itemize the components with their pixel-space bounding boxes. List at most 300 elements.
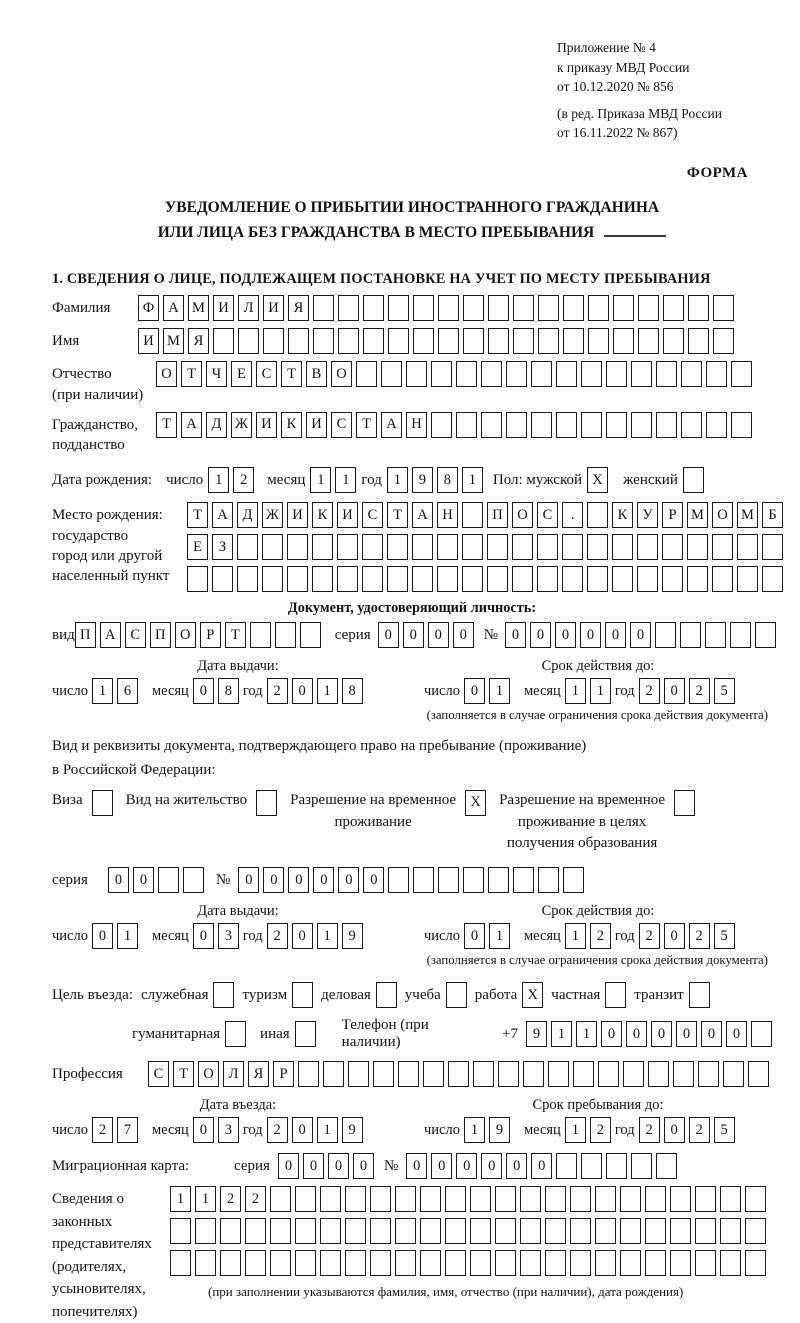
form-cell[interactable] [512, 534, 533, 560]
form-cell[interactable] [748, 1061, 769, 1087]
form-cell[interactable] [745, 1218, 766, 1244]
form-cell[interactable]: А [412, 502, 433, 528]
form-cell[interactable]: 1 [195, 1186, 216, 1212]
form-cell[interactable] [456, 412, 477, 438]
form-cell[interactable] [323, 1061, 344, 1087]
form-cell[interactable] [295, 1218, 316, 1244]
form-cell[interactable] [423, 1061, 444, 1087]
form-cell[interactable]: 0 [530, 622, 551, 648]
form-cell[interactable] [388, 328, 409, 354]
form-cell[interactable] [195, 1250, 216, 1276]
form-cell[interactable]: 9 [412, 467, 433, 493]
form-cell[interactable] [373, 1061, 394, 1087]
form-cell[interactable] [183, 867, 204, 893]
form-cell[interactable]: Ч [206, 361, 227, 387]
form-cell[interactable] [292, 982, 313, 1008]
form-cell[interactable]: И [256, 412, 277, 438]
form-cell[interactable] [363, 295, 384, 321]
form-cell[interactable] [656, 412, 677, 438]
form-cell[interactable] [570, 1186, 591, 1212]
form-cell[interactable] [395, 1218, 416, 1244]
form-cell[interactable]: 0 [292, 1117, 313, 1143]
form-cell[interactable] [438, 295, 459, 321]
form-cell[interactable]: 1 [565, 678, 586, 704]
form-cell[interactable]: О [175, 622, 196, 648]
form-cell[interactable]: 2 [689, 1117, 710, 1143]
form-cell[interactable]: Е [231, 361, 252, 387]
form-cell[interactable] [623, 1061, 644, 1087]
form-cell[interactable] [513, 295, 534, 321]
form-cell[interactable]: 0 [288, 867, 309, 893]
form-cell[interactable] [673, 1061, 694, 1087]
form-cell[interactable] [512, 566, 533, 592]
form-cell[interactable]: Е [187, 534, 208, 560]
form-cell[interactable]: 0 [464, 678, 485, 704]
form-cell[interactable]: 2 [590, 923, 611, 949]
form-cell[interactable]: 1 [565, 923, 586, 949]
form-cell[interactable] [495, 1218, 516, 1244]
form-cell[interactable]: 0 [701, 1021, 722, 1047]
form-cell[interactable] [737, 534, 758, 560]
form-cell[interactable]: О [712, 502, 733, 528]
form-cell[interactable]: Н [406, 412, 427, 438]
form-cell[interactable] [731, 361, 752, 387]
form-cell[interactable]: И [213, 295, 234, 321]
form-cell[interactable] [663, 295, 684, 321]
form-cell[interactable]: 0 [133, 867, 154, 893]
form-cell[interactable] [506, 412, 527, 438]
form-cell[interactable]: П [75, 622, 96, 648]
form-cell[interactable]: 1 [317, 1117, 338, 1143]
form-cell[interactable]: А [163, 295, 184, 321]
form-cell[interactable] [395, 1250, 416, 1276]
form-cell[interactable] [656, 1153, 677, 1179]
form-cell[interactable] [431, 412, 452, 438]
form-cell[interactable] [531, 412, 552, 438]
form-cell[interactable] [698, 1061, 719, 1087]
form-cell[interactable]: Я [188, 328, 209, 354]
form-cell[interactable] [606, 1153, 627, 1179]
form-cell[interactable] [523, 1061, 544, 1087]
form-cell[interactable] [313, 295, 334, 321]
form-cell[interactable] [298, 1061, 319, 1087]
form-cell[interactable] [538, 295, 559, 321]
form-cell[interactable] [706, 361, 727, 387]
form-cell[interactable]: 0 [193, 678, 214, 704]
form-cell[interactable] [495, 1250, 516, 1276]
form-cell[interactable]: 1 [565, 1117, 586, 1143]
form-cell[interactable] [688, 328, 709, 354]
form-cell[interactable]: 9 [489, 1117, 510, 1143]
form-cell[interactable] [745, 1250, 766, 1276]
form-cell[interactable] [655, 622, 676, 648]
form-cell[interactable] [456, 361, 477, 387]
form-cell[interactable] [406, 361, 427, 387]
form-cell[interactable] [645, 1186, 666, 1212]
form-cell[interactable] [545, 1250, 566, 1276]
form-cell[interactable]: 0 [431, 1153, 452, 1179]
form-cell[interactable] [337, 534, 358, 560]
form-cell[interactable]: 2 [590, 1117, 611, 1143]
form-cell[interactable] [670, 1186, 691, 1212]
form-cell[interactable] [295, 1250, 316, 1276]
form-cell[interactable] [295, 1021, 316, 1047]
form-cell[interactable]: 5 [714, 678, 735, 704]
form-cell[interactable] [300, 622, 321, 648]
form-cell[interactable] [462, 534, 483, 560]
form-cell[interactable]: 1 [117, 923, 138, 949]
form-cell[interactable]: 0 [292, 923, 313, 949]
form-cell[interactable]: П [150, 622, 171, 648]
form-cell[interactable] [170, 1250, 191, 1276]
form-cell[interactable] [220, 1218, 241, 1244]
form-cell[interactable]: 0 [238, 867, 259, 893]
form-cell[interactable] [420, 1250, 441, 1276]
form-cell[interactable] [545, 1218, 566, 1244]
form-cell[interactable]: Т [156, 412, 177, 438]
form-cell[interactable] [762, 566, 783, 592]
form-cell[interactable] [605, 982, 626, 1008]
form-cell[interactable] [581, 361, 602, 387]
form-cell[interactable] [695, 1186, 716, 1212]
form-cell[interactable] [170, 1218, 191, 1244]
form-cell[interactable] [520, 1250, 541, 1276]
form-cell[interactable]: 0 [263, 867, 284, 893]
form-cell[interactable]: Р [200, 622, 221, 648]
form-cell[interactable]: 1 [317, 678, 338, 704]
form-cell[interactable]: X [522, 982, 543, 1008]
form-cell[interactable]: М [687, 502, 708, 528]
form-cell[interactable] [445, 1250, 466, 1276]
form-cell[interactable] [587, 566, 608, 592]
form-cell[interactable]: 0 [403, 622, 424, 648]
form-cell[interactable]: 1 [462, 467, 483, 493]
form-cell[interactable]: И [306, 412, 327, 438]
form-cell[interactable] [473, 1061, 494, 1087]
form-cell[interactable] [562, 534, 583, 560]
form-cell[interactable]: 0 [338, 867, 359, 893]
form-cell[interactable]: И [337, 502, 358, 528]
form-cell[interactable] [363, 328, 384, 354]
form-cell[interactable]: 8 [437, 467, 458, 493]
form-cell[interactable]: X [587, 467, 608, 493]
form-cell[interactable] [520, 1218, 541, 1244]
form-cell[interactable]: С [331, 412, 352, 438]
form-cell[interactable] [720, 1186, 741, 1212]
form-cell[interactable]: О [331, 361, 352, 387]
form-cell[interactable] [370, 1186, 391, 1212]
form-cell[interactable] [638, 328, 659, 354]
form-cell[interactable] [573, 1061, 594, 1087]
form-cell[interactable] [663, 328, 684, 354]
form-cell[interactable] [463, 328, 484, 354]
form-cell[interactable]: И [138, 328, 159, 354]
form-cell[interactable]: 0 [363, 867, 384, 893]
form-cell[interactable] [562, 566, 583, 592]
form-cell[interactable] [420, 1218, 441, 1244]
form-cell[interactable] [581, 1153, 602, 1179]
form-cell[interactable] [713, 328, 734, 354]
form-cell[interactable] [237, 534, 258, 560]
form-cell[interactable] [488, 867, 509, 893]
form-cell[interactable] [431, 361, 452, 387]
form-cell[interactable] [506, 361, 527, 387]
form-cell[interactable] [195, 1218, 216, 1244]
form-cell[interactable]: М [188, 295, 209, 321]
form-cell[interactable]: 0 [531, 1153, 552, 1179]
form-cell[interactable]: С [125, 622, 146, 648]
form-cell[interactable]: О [512, 502, 533, 528]
form-cell[interactable] [683, 467, 704, 493]
form-cell[interactable] [488, 328, 509, 354]
form-cell[interactable] [288, 328, 309, 354]
form-cell[interactable]: 2 [689, 923, 710, 949]
form-cell[interactable] [275, 622, 296, 648]
form-cell[interactable]: 9 [342, 1117, 363, 1143]
form-cell[interactable] [645, 1218, 666, 1244]
form-cell[interactable]: С [256, 361, 277, 387]
form-cell[interactable] [263, 328, 284, 354]
form-cell[interactable]: 0 [664, 1117, 685, 1143]
form-cell[interactable]: 1 [310, 467, 331, 493]
form-cell[interactable] [220, 1250, 241, 1276]
form-cell[interactable] [338, 328, 359, 354]
form-cell[interactable] [470, 1250, 491, 1276]
form-cell[interactable]: 1 [551, 1021, 572, 1047]
form-cell[interactable]: К [612, 502, 633, 528]
form-cell[interactable] [556, 412, 577, 438]
form-cell[interactable]: 0 [626, 1021, 647, 1047]
form-cell[interactable]: Ж [262, 502, 283, 528]
form-cell[interactable] [755, 622, 776, 648]
form-cell[interactable] [513, 328, 534, 354]
form-cell[interactable] [320, 1250, 341, 1276]
form-cell[interactable] [620, 1186, 641, 1212]
form-cell[interactable]: 0 [453, 622, 474, 648]
form-cell[interactable] [338, 295, 359, 321]
form-cell[interactable] [158, 867, 179, 893]
form-cell[interactable]: Т [187, 502, 208, 528]
form-cell[interactable]: 0 [193, 1117, 214, 1143]
form-cell[interactable] [537, 566, 558, 592]
form-cell[interactable]: И [287, 502, 308, 528]
form-cell[interactable]: И [263, 295, 284, 321]
form-cell[interactable] [413, 328, 434, 354]
form-cell[interactable] [238, 328, 259, 354]
form-cell[interactable]: Д [206, 412, 227, 438]
form-cell[interactable]: 0 [605, 622, 626, 648]
form-cell[interactable] [680, 622, 701, 648]
form-cell[interactable] [645, 1250, 666, 1276]
form-cell[interactable] [270, 1186, 291, 1212]
form-cell[interactable]: 2 [220, 1186, 241, 1212]
form-cell[interactable] [638, 295, 659, 321]
form-cell[interactable] [345, 1218, 366, 1244]
form-cell[interactable] [612, 566, 633, 592]
form-cell[interactable] [545, 1186, 566, 1212]
form-cell[interactable]: Д [237, 502, 258, 528]
form-cell[interactable]: 2 [639, 678, 660, 704]
form-cell[interactable] [420, 1186, 441, 1212]
form-cell[interactable] [487, 534, 508, 560]
form-cell[interactable]: 9 [342, 923, 363, 949]
form-cell[interactable] [606, 412, 627, 438]
form-cell[interactable]: 1 [489, 678, 510, 704]
form-cell[interactable] [412, 566, 433, 592]
form-cell[interactable] [751, 1021, 772, 1047]
form-cell[interactable]: X [465, 790, 486, 816]
form-cell[interactable] [437, 534, 458, 560]
form-cell[interactable] [213, 328, 234, 354]
form-cell[interactable]: О [156, 361, 177, 387]
form-cell[interactable] [595, 1250, 616, 1276]
form-cell[interactable]: 0 [406, 1153, 427, 1179]
form-cell[interactable]: 2 [267, 923, 288, 949]
form-cell[interactable]: 1 [489, 923, 510, 949]
form-cell[interactable]: 2 [233, 467, 254, 493]
form-cell[interactable]: 2 [245, 1186, 266, 1212]
form-cell[interactable] [662, 566, 683, 592]
form-cell[interactable] [587, 534, 608, 560]
form-cell[interactable]: 0 [505, 622, 526, 648]
form-cell[interactable]: З [212, 534, 233, 560]
form-cell[interactable]: 8 [218, 678, 239, 704]
form-cell[interactable] [187, 566, 208, 592]
form-cell[interactable]: К [312, 502, 333, 528]
form-cell[interactable] [337, 566, 358, 592]
form-cell[interactable] [225, 1021, 246, 1047]
form-cell[interactable]: 0 [664, 923, 685, 949]
form-cell[interactable] [370, 1218, 391, 1244]
form-cell[interactable] [613, 295, 634, 321]
form-cell[interactable] [570, 1250, 591, 1276]
form-cell[interactable] [737, 566, 758, 592]
form-cell[interactable] [595, 1186, 616, 1212]
form-cell[interactable] [705, 622, 726, 648]
form-cell[interactable]: 1 [170, 1186, 191, 1212]
form-cell[interactable] [712, 566, 733, 592]
form-cell[interactable] [245, 1218, 266, 1244]
form-cell[interactable] [270, 1250, 291, 1276]
form-cell[interactable] [695, 1218, 716, 1244]
form-cell[interactable] [689, 982, 710, 1008]
form-cell[interactable]: А [381, 412, 402, 438]
form-cell[interactable] [287, 534, 308, 560]
form-cell[interactable]: 0 [292, 678, 313, 704]
form-cell[interactable] [730, 622, 751, 648]
form-cell[interactable] [598, 1061, 619, 1087]
form-cell[interactable] [387, 534, 408, 560]
form-cell[interactable]: 0 [664, 678, 685, 704]
form-cell[interactable] [362, 566, 383, 592]
form-cell[interactable] [295, 1186, 316, 1212]
form-cell[interactable] [262, 566, 283, 592]
form-cell[interactable] [637, 534, 658, 560]
form-cell[interactable]: 1 [317, 923, 338, 949]
form-cell[interactable] [695, 1250, 716, 1276]
form-cell[interactable] [723, 1061, 744, 1087]
form-cell[interactable]: А [212, 502, 233, 528]
form-cell[interactable] [681, 412, 702, 438]
form-cell[interactable]: 0 [278, 1153, 299, 1179]
form-cell[interactable] [513, 867, 534, 893]
form-cell[interactable]: 0 [580, 622, 601, 648]
form-cell[interactable] [537, 534, 558, 560]
form-cell[interactable]: 0 [328, 1153, 349, 1179]
form-cell[interactable] [481, 412, 502, 438]
form-cell[interactable]: 1 [387, 467, 408, 493]
form-cell[interactable] [438, 867, 459, 893]
form-cell[interactable]: 0 [108, 867, 129, 893]
form-cell[interactable]: 1 [208, 467, 229, 493]
form-cell[interactable]: Т [181, 361, 202, 387]
form-cell[interactable]: 2 [267, 678, 288, 704]
form-cell[interactable]: 5 [714, 1117, 735, 1143]
form-cell[interactable]: 6 [117, 678, 138, 704]
form-cell[interactable] [588, 328, 609, 354]
form-cell[interactable]: 0 [92, 923, 113, 949]
form-cell[interactable]: 1 [335, 467, 356, 493]
form-cell[interactable] [437, 566, 458, 592]
form-cell[interactable] [688, 295, 709, 321]
form-cell[interactable] [556, 361, 577, 387]
form-cell[interactable]: 2 [92, 1117, 113, 1143]
form-cell[interactable] [445, 1186, 466, 1212]
form-cell[interactable] [213, 982, 234, 1008]
form-cell[interactable]: 3 [218, 923, 239, 949]
form-cell[interactable] [92, 790, 113, 816]
form-cell[interactable] [356, 361, 377, 387]
form-cell[interactable] [462, 502, 483, 528]
form-cell[interactable] [462, 566, 483, 592]
form-cell[interactable] [720, 1218, 741, 1244]
form-cell[interactable] [388, 867, 409, 893]
form-cell[interactable]: М [163, 328, 184, 354]
form-cell[interactable]: К [281, 412, 302, 438]
form-cell[interactable]: Н [437, 502, 458, 528]
form-cell[interactable] [531, 361, 552, 387]
form-cell[interactable]: Ф [138, 295, 159, 321]
form-cell[interactable] [376, 982, 397, 1008]
form-cell[interactable] [706, 412, 727, 438]
form-cell[interactable] [588, 295, 609, 321]
form-cell[interactable]: 1 [590, 678, 611, 704]
form-cell[interactable] [570, 1218, 591, 1244]
form-cell[interactable] [712, 534, 733, 560]
form-cell[interactable] [488, 295, 509, 321]
form-cell[interactable] [413, 867, 434, 893]
form-cell[interactable] [481, 361, 502, 387]
form-cell[interactable] [613, 328, 634, 354]
form-cell[interactable]: 0 [676, 1021, 697, 1047]
form-cell[interactable] [681, 361, 702, 387]
form-cell[interactable] [520, 1186, 541, 1212]
form-cell[interactable] [713, 295, 734, 321]
form-cell[interactable] [320, 1218, 341, 1244]
form-cell[interactable]: В [306, 361, 327, 387]
form-cell[interactable] [731, 412, 752, 438]
form-cell[interactable] [212, 566, 233, 592]
form-cell[interactable] [487, 566, 508, 592]
form-cell[interactable] [563, 867, 584, 893]
form-cell[interactable]: П [487, 502, 508, 528]
form-cell[interactable] [287, 566, 308, 592]
form-cell[interactable]: 0 [378, 622, 399, 648]
form-cell[interactable] [556, 1153, 577, 1179]
form-cell[interactable] [312, 566, 333, 592]
form-cell[interactable]: 0 [428, 622, 449, 648]
form-cell[interactable]: 8 [342, 678, 363, 704]
